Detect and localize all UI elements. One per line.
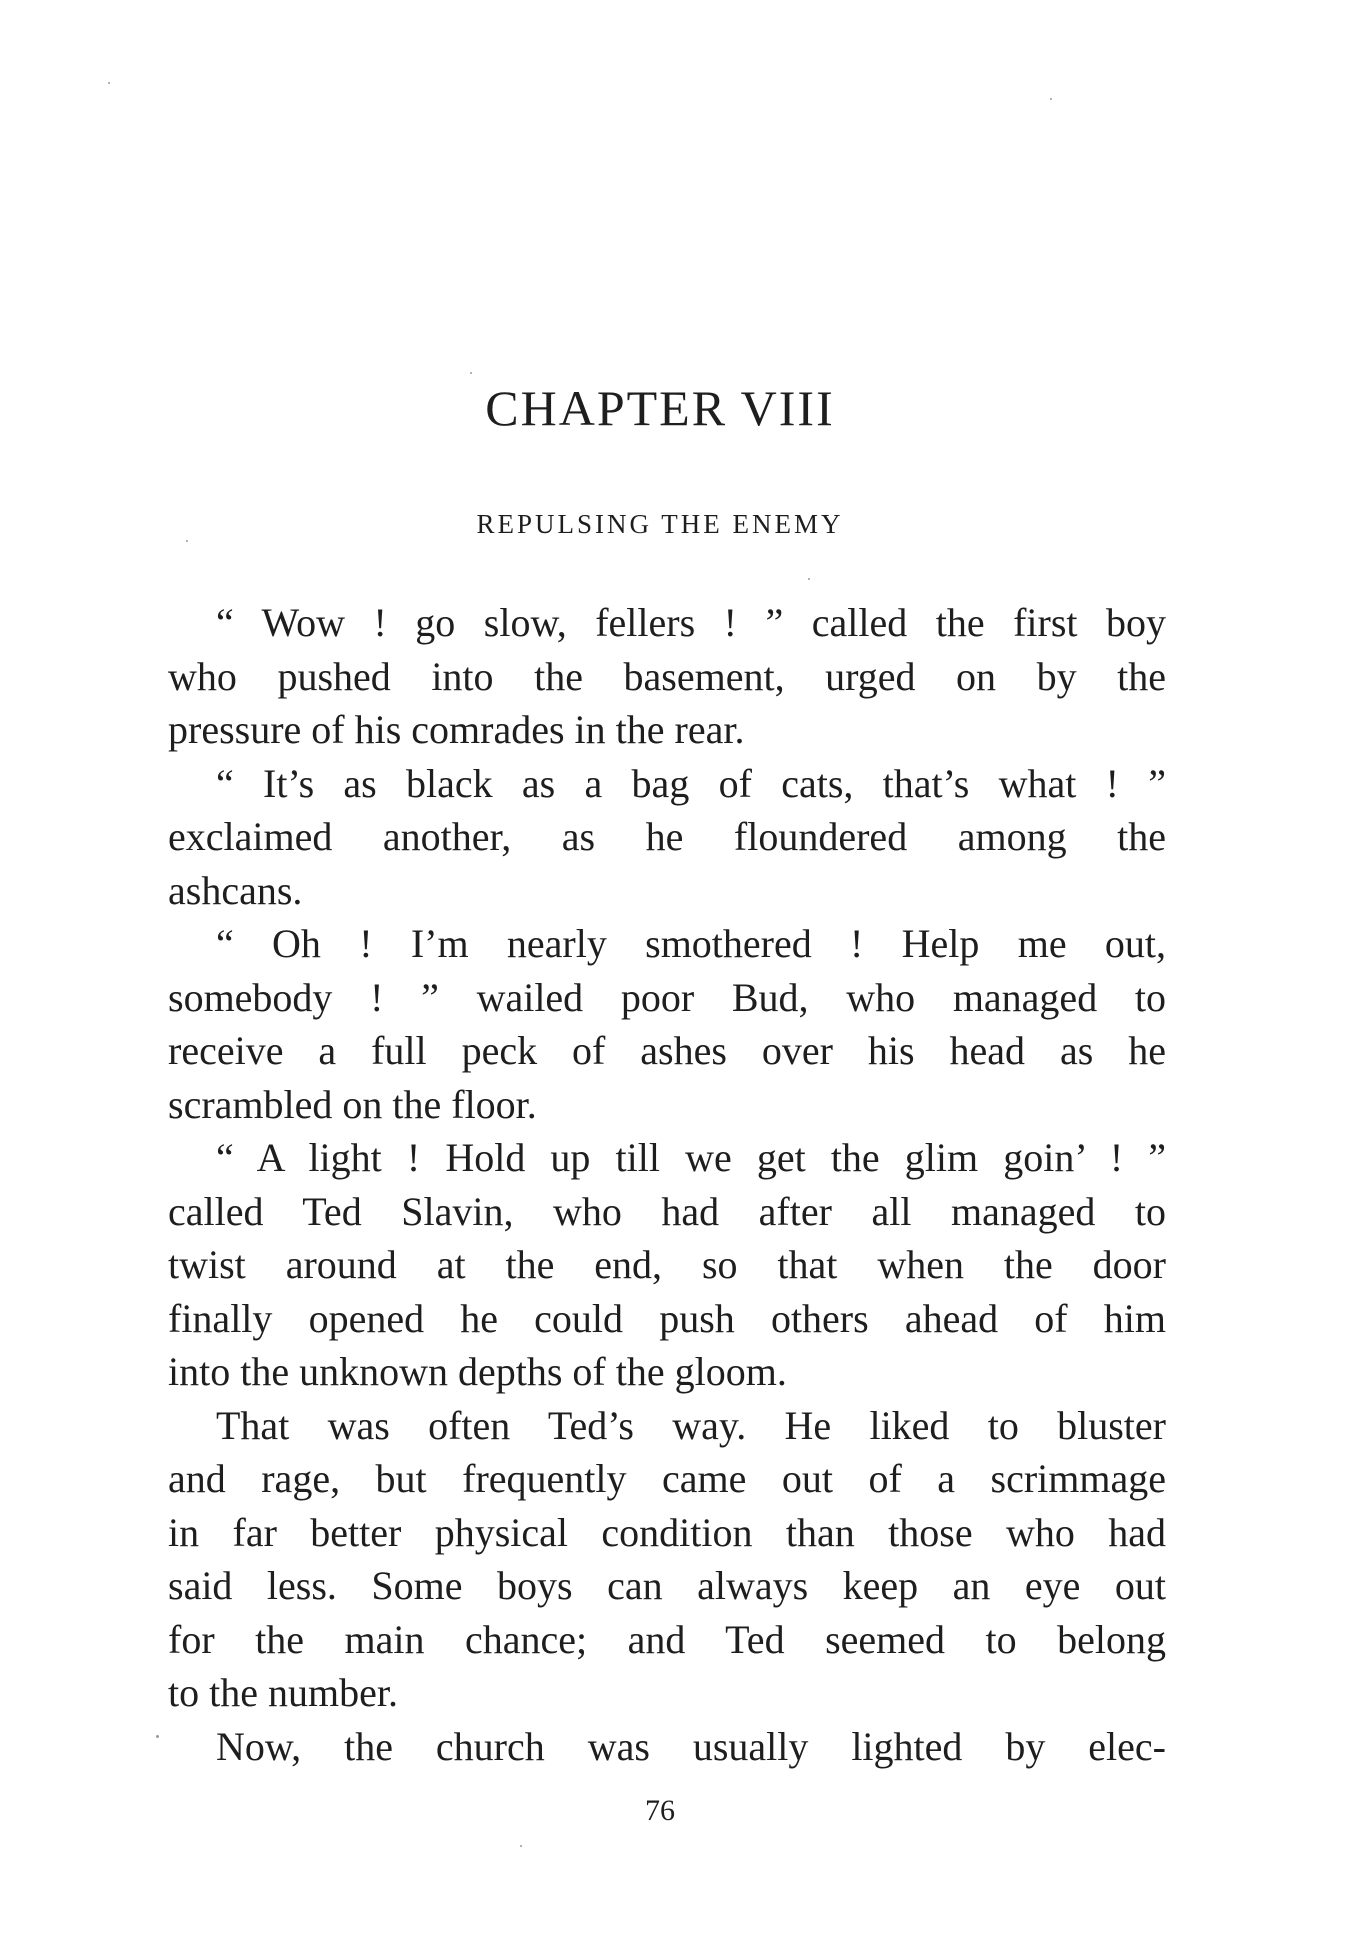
text-line: called Ted Slavin, who had after all managed to [168,1188,1166,1234]
chapter-title: CHAPTER VIII [485,380,835,436]
text-line: said less. Some boys can always keep an eye out [168,1563,1166,1608]
text-line: receive a full peck of ashes over his head as he [168,1028,1166,1073]
scan-speck [470,372,472,374]
text-line: Now, the church was usually lighted by elec- [216,1723,1166,1769]
text-line: to the number. [168,1670,398,1715]
text-line: and rage, but frequently came out of a scrimmage [168,1456,1166,1501]
text-line: twist around at the end, so that when the door [168,1242,1166,1287]
text-line: who pushed into the basement, urged on by the [168,653,1166,699]
text-line: That was often Ted’s way. He liked to bluster [216,1402,1166,1448]
scan-speck [1050,98,1052,100]
scan-speck [808,578,810,580]
text-line: for the main chance; and Ted seemed to belong [168,1616,1166,1662]
text-line: “ Oh ! I’m nearly smothered ! Help me out, [216,921,1166,966]
scan-speck [108,82,110,84]
text-line: exclaimed another, as he floundered among the [168,814,1166,859]
scan-speck [186,540,188,542]
text-line: “ A light ! Hold up till we get the glim goin’ ! ” [216,1135,1166,1180]
text-line: “ It’s as black as a bag of cats, that’s what ! ” [216,760,1166,806]
page-number: 76 [645,1794,675,1827]
body-text [168,596,1166,1773]
text-line: finally opened he could push others ahead of him [168,1295,1166,1341]
text-line: scrambled on the floor. [168,1081,537,1127]
text-line: pressure of his comrades in the rear. [168,707,745,752]
text-line: somebody ! ” wailed poor Bud, who managed to [168,974,1166,1020]
text-line: in far better physical condition than those who had [168,1509,1166,1555]
scan-speck [156,1735,159,1738]
text-line: into the unknown depths of the gloom. [168,1349,787,1394]
text-line: “ Wow ! go slow, fellers ! ” called the first boy [216,600,1166,645]
chapter-subtitle: REPULSING THE ENEMY [476,509,844,539]
text-line: ashcans. [168,867,303,913]
scan-speck [520,1845,522,1847]
